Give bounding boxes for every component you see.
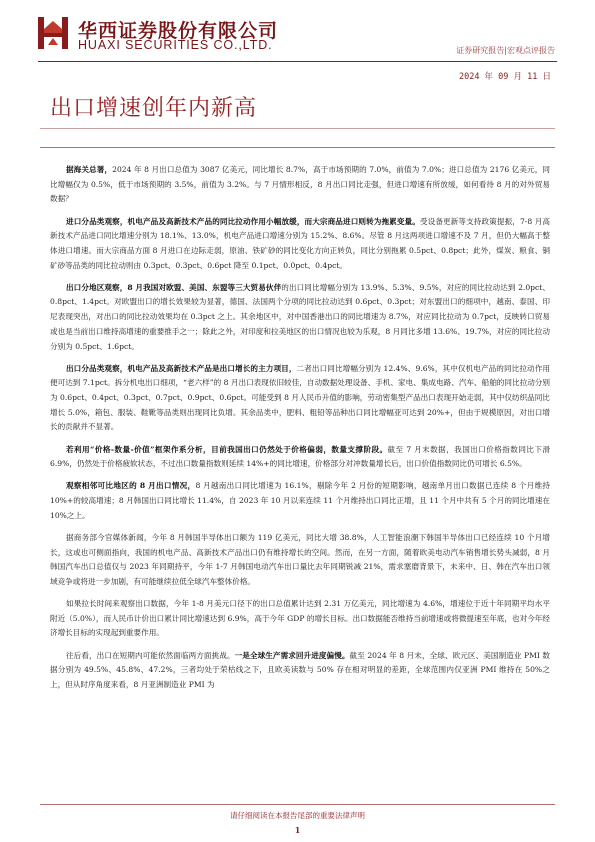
paragraph-lead: 出口分品类观察，机电产品及高新技术产品是出口增长的主力项目， bbox=[66, 363, 297, 373]
paragraph-text: 如果拉长时间来观察出口数据，今年 1-8 月美元口径下的出口总值累计达到 2.31 万亿美元，同比增速为 4.6%，增速位于近十年同期平均水平附近（5.0%），而人民币计价出口累计同比增速达到 6.9%，高于今年 GDP 的增长目标。出口数据能否维持当前增速或将微提速至年底，也对今年经济增长目标的实现起到重要作用。 bbox=[50, 599, 550, 638]
paragraph-text: 8 月越南出口同比增速为 16.1%，剔除今年 2 月份的短期影响，越南单月出口数据已连续 8 个月维持 10%+的较高增速；8 月韩国出口同比增长 11.4%，自 2023 年 10 月以来连续 11 个月维持出口同比正增，且 11 个月中共有 5 个月的同比增速在 10%之上。 bbox=[50, 481, 550, 520]
paragraph-text: 的出口同比增幅分别为 13.9%、5.3%、9.5%，对应的同比拉动达到 2.0pct、0.8pct、1.4pct。对欧盟出口的增长效果较为显著，德国、法国两个分项的同比拉动达到 0.6pct、0.3pct；对东盟出口的细项中，越南、泰国、印尼表现突出，对出口的同比拉动效果均在 0.3pct 之上。其余地区中，对中国香港出口的同比增速为 8.7%，对应同比拉动为 0.7pct，反映转口贸易或也是当前出口维持高增速的重要推手之一；除此之外，对印度和拉美地区的出口情况也较为乐观，8 月同比多增 13.6%、19.7%，对应的同比拉动分别为 0.5pct、1.6pct。 bbox=[50, 282, 550, 351]
paragraph bbox=[50, 163, 550, 207]
header-divider bbox=[38, 61, 557, 62]
paragraph-lead: 进口分品类观察，机电产品及高新技术产品的同比拉动作用小幅放缓，而大宗商品进口则转为拖累变量。 bbox=[66, 216, 420, 226]
paragraph bbox=[50, 597, 550, 641]
company-name-cn: 华西证券股份有限公司 bbox=[78, 20, 279, 42]
paragraph-text: 截至 7 月末数据，我国出口价格指数同比下滑 6.9%，仍然处于价格疲软状态，不过出口数量指数则延续 14%+的同比增速，价格部分对冲数量增长后，出口价值指数同比仍可增长 6.5%。 bbox=[50, 444, 550, 469]
paragraph bbox=[50, 443, 550, 472]
report-type-label: 证券研究报告|宏观点评报告 bbox=[456, 46, 555, 55]
paragraph-text: 截至 2024 年 8 月末，全球、欧元区、美国制造业 PMI 数据分别为 49.5%、45.8%、47.2%，三者均处于荣枯线之下，且欧美读数与 50% 存在相对明显的差距，全球范围内仅亚洲 PMI 维持在 50%之上，但从时序角度来看，8 月亚洲制造业 PMI 为 bbox=[50, 650, 551, 689]
paragraph-text: 据商务部今官媒体新闻，今年 8 月韩国半导体出口额为 119 亿美元，同比大增 38.8%，人工智能浪潮下韩国半导体出口已经连续 10 个月增长，这或也可侧面指向，我国的机电产品、高新技术产品出口仍有维持增长的空间。然而，在另一方面，随着欧美电动汽车销售增长势头减弱，8 月韩国汽车出口总值仅与 2023 年同期持平，今年 1-7 月韩国电动汽车出口量比去年同期锐减 21%，需求塞磨背景下，未来中、日、韩在汽车出口领域竞争或将进一步加剧，有可能继续拉低全球汽车整体价格。 bbox=[50, 532, 550, 586]
huaxi-logo-icon bbox=[38, 17, 68, 49]
paragraph bbox=[50, 649, 550, 693]
paragraph-lead: 若利用“价格-数量-价值”框架作系分析，目前我国出口仍然处于价格偏弱，数量支撑阶段。 bbox=[66, 444, 388, 454]
legal-notice: 请仔细阅读在本报告尾部的重要法律声明 bbox=[230, 811, 365, 820]
paragraph-text: 二者出口同比增幅分别为 12.4%、9.6%，其中仅机电产品的同比拉动作用便可达到 7.1pct。拆分机电出口细项，“老六样”的 8 月出口表现依旧较佳，自动数据处理设备、手机、家电、集成电路、汽车、船舶的同比拉动分别为 0.6pct、0.4pct、0.3pct、0.7pct、0.9pct、0.6pct。可能受到 8 月人民币升值的影响，劳动密集型产品出口表现开始走弱，其中仅纺织品同比增长 5.0%，箱包、服装、鞋靴等品类则出现同比负增。其余品类中，肥料、粗铅等品种出口同比增幅亚可达到 20%+，但由于规模原因，对出口增长的贡献并不显著。 bbox=[50, 363, 551, 432]
paragraph-prefix: 往后看，出口在短期内可能依然面临两方面挑战。 bbox=[66, 650, 235, 660]
report-body bbox=[50, 163, 550, 700]
paragraph bbox=[50, 531, 550, 590]
paragraph bbox=[50, 215, 550, 274]
report-title: 出口增速创年内新高 bbox=[50, 96, 258, 121]
title-underline bbox=[40, 128, 555, 129]
paragraph bbox=[50, 362, 550, 436]
page-number: 1 bbox=[294, 825, 301, 835]
paragraph-lead: 出口分地区观察，8 月我国对欧盟、美国、东盟等三大贸易伙伴 bbox=[66, 282, 282, 292]
company-name-en: HUAXI SECURITIES CO.,LTD. bbox=[78, 38, 273, 52]
report-date: 2024 年 09 月 11 日 bbox=[458, 72, 551, 82]
section-divider bbox=[40, 147, 555, 148]
paragraph-text: 2024 年 8 月出口总值为 3087 亿美元，同比增长 8.7%，高于市场预期的 7.0%，前值为 7.0%；进口总值为 2176 亿美元，同比增幅仅为 0.5%，低于市场预期的 3.5%，前值为 3.2%。与 7 月情形相反，8 月出口同比走强，但进口增速有所放缓，如何看待 8 月的对外贸易数据？ bbox=[50, 165, 551, 204]
paragraph-lead: 一是全球生产需求回升进度偏慢。 bbox=[234, 650, 350, 660]
paragraph-lead: 观察相邻可比地区的 8 月出口情况， bbox=[66, 481, 196, 491]
paragraph bbox=[50, 281, 550, 355]
paragraph-text: 受设备更新等支持政策提振，7-8 月高新技术产品进口同比增速分别为 18.1%、13.0%，机电产品进口增速分别为 15.2%、8.6%。尽管 8 月这两项进口增速不及 7 月，但仍大幅高于整体进口增速。而大宗商品方面 8 月进口在边际走弱，原油、铁矿砂的同比变化方向正转负，同比分别拖累 0.5pct、0.8pct；此外，煤炭、粮食、铜矿砂等品类的同比拉动则由 0.3pct、0.3pct、0.6pct 降至 0.1pct、0.0pct、0.4pct。 bbox=[50, 216, 550, 270]
paragraph-lead: 据海关总署， bbox=[66, 165, 113, 174]
footer-divider bbox=[40, 804, 555, 805]
paragraph bbox=[50, 479, 550, 523]
